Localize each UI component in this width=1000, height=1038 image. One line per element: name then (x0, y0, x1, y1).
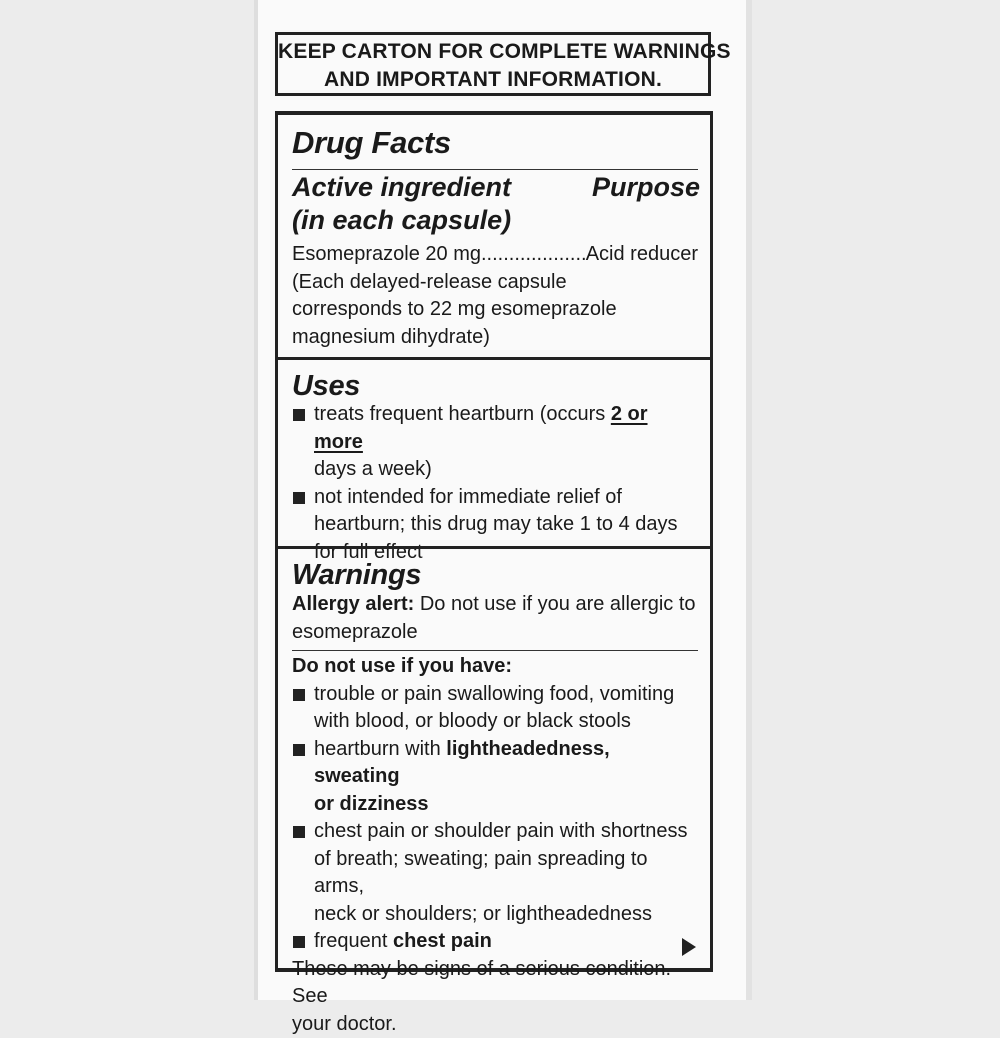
warnings-title: Warnings (292, 557, 698, 593)
do-not-use-item-2 (292, 736, 698, 819)
ingredient-note-line-3: magnesium dihydrate) (292, 324, 698, 352)
ingredient-note-line-2: corresponds to 22 mg esomeprazole (292, 296, 698, 324)
bullet-square-icon (293, 744, 305, 756)
uses-item-2-line-1: not intended for immediate relief of (314, 484, 698, 512)
allergy-alert-label: Allergy alert: (292, 593, 414, 615)
active-ingredient-header: Active ingredient (in each capsule) (292, 171, 700, 237)
drug-facts-rule (292, 169, 698, 170)
bullet-square-icon (293, 409, 305, 421)
dot-leader (481, 241, 586, 269)
uses-item-1-text: treats frequent heartburn (occurs (314, 403, 611, 425)
allergy-alert-text-2: esomeprazole (292, 621, 418, 643)
allergy-alert-text: Do not use if you are allergic to (414, 593, 695, 615)
do-not-use-item-4-emphasis: chest pain (393, 930, 492, 952)
carton-notice-line-2: AND IMPORTANT INFORMATION. (278, 66, 708, 94)
do-not-use-item-3-line-1: chest pain or shoulder pain with shortness (314, 818, 698, 846)
do-not-use-item-2-emphasis-2: or dizziness (314, 793, 428, 815)
continue-arrow-icon (682, 938, 696, 956)
sheet-edge-right (746, 0, 752, 1000)
uses-item-1 (292, 401, 698, 484)
purpose-header: Purpose (592, 171, 700, 204)
do-not-use-item-1-line-1: trouble or pain swallowing food, vomiting (314, 681, 698, 709)
do-not-use-item-2-text: heartburn with (314, 738, 446, 760)
do-not-use-item-3-line-3: neck or shoulders; or lightheadedness (314, 901, 698, 929)
warnings-panel (275, 546, 713, 972)
uses-item-2-line-2: heartburn; this drug may take 1 to 4 days (314, 511, 698, 539)
uses-list (292, 401, 698, 566)
bullet-square-icon (293, 492, 305, 504)
active-ingredient-header-row (292, 171, 700, 237)
carton-notice-box (275, 32, 711, 96)
do-not-use-item-1 (292, 681, 698, 736)
warnings-rule (292, 650, 698, 651)
ingredient-name: Esomeprazole 20 mg (292, 241, 481, 269)
ingredient-note-line-1: (Each delayed-release capsule (292, 269, 698, 297)
ingredient-line (292, 241, 698, 269)
do-not-use-section (292, 653, 698, 1038)
do-not-use-item-3 (292, 818, 698, 928)
uses-item-2-line-3: for full effect (314, 539, 698, 567)
bullet-square-icon (293, 689, 305, 701)
carton-notice-line-1: KEEP CARTON FOR COMPLETE WARNINGS (278, 38, 708, 66)
uses-item-1-text-2: days a week) (314, 458, 432, 480)
do-not-use-item-4 (292, 928, 698, 956)
drug-facts-panel (275, 111, 713, 357)
uses-item-1-emphasis: 2 or more (314, 403, 648, 453)
drug-facts-title: Drug Facts (292, 125, 451, 161)
uses-title: Uses (292, 368, 698, 404)
do-not-use-header: Do not use if you have: (292, 653, 698, 681)
warnings-footer-line-1: These may be signs of a serious condition. See (292, 956, 698, 1011)
do-not-use-item-1-line-2: with blood, or bloody or black stools (314, 708, 698, 736)
bullet-square-icon (293, 936, 305, 948)
active-ingredient-details (292, 241, 698, 351)
warnings-footer-line-2: your doctor. (292, 1011, 698, 1038)
allergy-alert (292, 591, 698, 646)
do-not-use-item-4-text: frequent (314, 930, 393, 952)
uses-panel (275, 357, 713, 546)
do-not-use-item-3-line-2: of breath; sweating; pain spreading to arms, (314, 846, 698, 901)
bullet-square-icon (293, 826, 305, 838)
ingredient-purpose: Acid reducer (586, 241, 698, 269)
do-not-use-item-2-emphasis: lightheadedness, sweating (314, 738, 610, 788)
